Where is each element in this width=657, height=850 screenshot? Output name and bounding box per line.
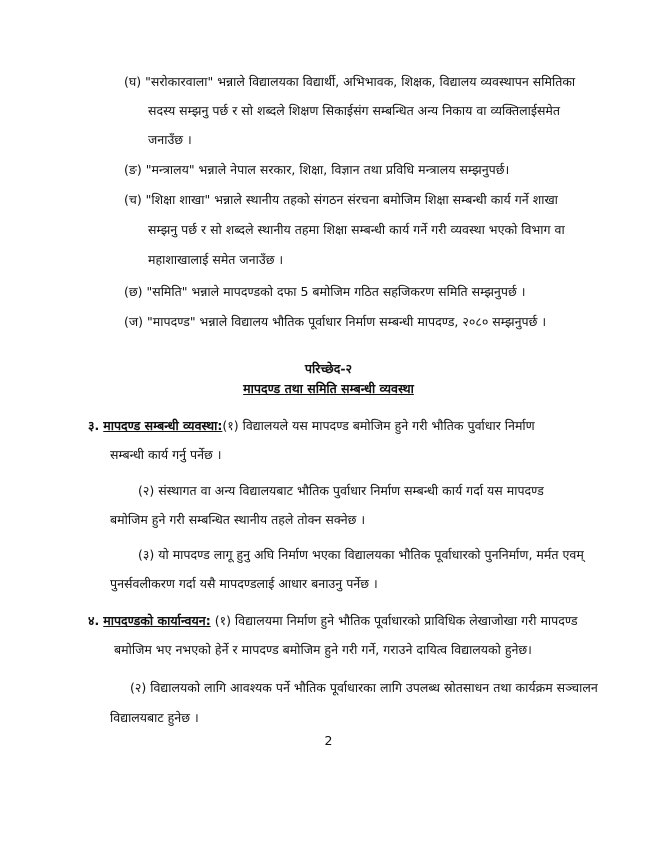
definition-gha-line-1: (घ) "सरोकारवाला" भन्नाले विद्यालयका विद्यार्थी, अभिभावक, शिक्षक, विद्यालय व्यवस्थापन समितिका [124, 74, 576, 89]
section-4-number: ४. [88, 613, 100, 628]
chapter-number: परिच्छेद-२ [304, 361, 353, 376]
section-4-clause-2-line-2: विद्यालयबाट हुनेछ । [110, 710, 199, 725]
definition-ja-line-1: (ज) "मापदण्ड" भन्नाले विद्यालय भौतिक पूर्वाधार निर्माण सम्बन्धी मापदण्ड, २०८० सम्झनुपर्छ । [124, 314, 547, 329]
section-3-clause-3-line-1: (३) यो मापदण्ड लागू हुनु अघि निर्माण भएका विद्यालयका भौतिक पूर्वाधारको पुननिर्माण, मर्मत एवम् [138, 547, 584, 562]
section-3-clause-2-line-2: बमोजिम हुने गरी सम्बन्धित स्थानीय तहले तोक्न सक्नेछ । [110, 512, 366, 527]
definition-cha-line-1: (च) "शिक्षा शाखा" भन्नाले स्थानीय तहको संगठन संरचना बमोजिम शिक्षा सम्बन्धी कार्य गर्ने शाखा [124, 192, 558, 207]
section-4-clause-1-line-2: बमोजिम भए नभएको हेर्ने र मापदण्ड बमोजिम हुने गरी गर्ने, गराउने दायित्व विद्यालयको हुनेछ। [114, 642, 532, 657]
definition-gha-line-3: जनाउँछ । [148, 132, 192, 147]
section-3-clause-2-line-1: (२) संस्थागत वा अन्य विद्यालयबाट भौतिक पुर्वाधार निर्माण सम्बन्धी कार्य गर्दा यस मापदण्ड [138, 483, 544, 498]
section-4-clause-1-text: (१) विद्यालयमा निर्माण हुने भौतिक पूर्वाधारको प्राविधिक लेखाजोखा गरी मापदण्ड [214, 613, 578, 628]
section-4-clause-2-line-1: (२) विद्यालयको लागि आवश्यक पर्ने भौतिक पूर्वाधारका लागि उपलब्ध स्रोतसाधन तथा कार्यक्रम सञ्चालन [130, 680, 598, 695]
definition-cha-line-2: सम्झनु पर्छ र सो शब्दले स्थानीय तहमा शिक्षा सम्बन्धी कार्य गर्ने गरी व्यवस्था भएको विभाग वा [148, 222, 565, 237]
definition-cha-line-3: महाशाखालाई समेत जनाउँछ । [148, 252, 284, 267]
section-3-clause-1-text: (१) विद्यालयले यस मापदण्ड बमोजिम हुने गरी भौतिक पुर्वाधार निर्माण [222, 418, 535, 433]
section-3-heading: मापदण्ड सम्बन्धी व्यवस्था: [103, 418, 223, 433]
definition-chha-line-1: (छ) "समिति" भन्नाले मापदण्डको दफा 5 बमोजिम गठित सहजिकरण समिति सम्झनुपर्छ । [124, 284, 526, 299]
section-3-clause-1-line-2: सम्बन्धी कार्य गर्नु पर्नेछ । [110, 447, 222, 462]
definition-gha-line-2: सदस्य सम्झनु पर्छ र सो शब्दले शिक्षण सिकाईसंग सम्बन्धित अन्य निकाय वा व्यक्तिलाईसमेत [148, 103, 561, 118]
section-3-line-1 [88, 418, 535, 434]
section-4-heading: मापदण्डको कार्यान्वयन: [103, 613, 211, 628]
section-3-clause-3-line-2: पुनर्सवलीकरण गर्दा यसै मापदण्डलाई आधार बनाउनु पर्नेछ । [110, 576, 378, 591]
section-4-line-1 [88, 613, 578, 629]
definition-nga-line-1: (ङ) "मन्त्रालय" भन्नाले नेपाल सरकार, शिक्षा, विज्ञान तथा प्रविधि मन्त्रालय सम्झनुपर्छ। [124, 162, 510, 177]
page-number: 2 [324, 733, 333, 748]
section-3-number: ३. [88, 418, 100, 433]
chapter-title: मापदण्ड तथा समिति सम्बन्धी व्यवस्था [243, 381, 414, 396]
